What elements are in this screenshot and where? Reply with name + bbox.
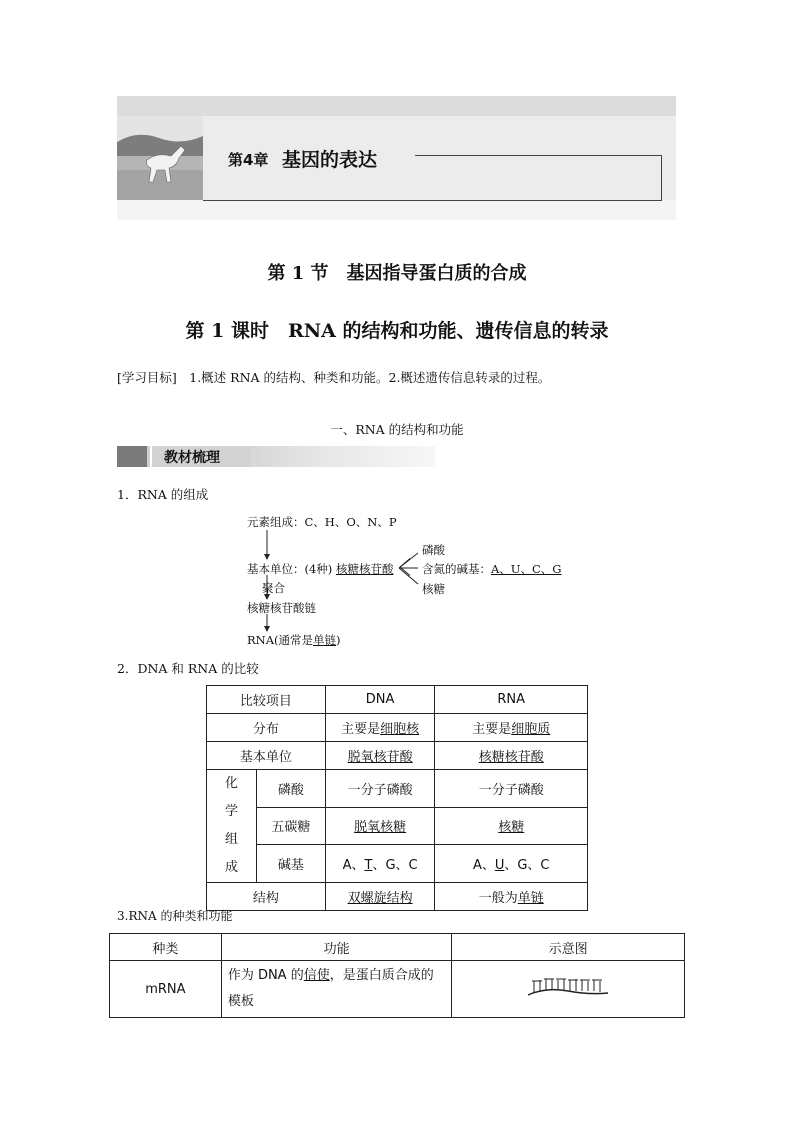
- cell-answer: 核糖: [498, 820, 525, 836]
- rna-line: [247, 632, 341, 648]
- banner-top-stripe: [117, 96, 676, 116]
- part-heading: 一、RNA 的结构和功能: [330, 422, 464, 437]
- table-cell: [325, 883, 435, 911]
- row-label: 磷酸: [256, 770, 325, 808]
- basic-unit-prefix: 基本单位：(4种): [247, 562, 333, 576]
- table-cell: [325, 742, 435, 770]
- chapter-rule-bottom: [203, 200, 661, 201]
- rna-suffix: ): [336, 633, 341, 647]
- base-answer: A、U、C、G: [491, 562, 562, 576]
- dna-rna-comparison-table: [206, 685, 588, 911]
- cell-text: 、G、C: [504, 858, 550, 874]
- cell-text: A、: [342, 858, 365, 874]
- row-label: 碱基: [256, 845, 325, 883]
- table-row: [207, 845, 588, 883]
- table-cell: [435, 807, 588, 845]
- basic-unit-line: [247, 561, 393, 577]
- cell-text: A、: [472, 858, 495, 874]
- table-row: [207, 714, 588, 742]
- table-cell: [435, 742, 588, 770]
- rna-types-table: [109, 933, 685, 1018]
- banner-bottom-stripe: [117, 200, 676, 220]
- table-cell: [325, 807, 435, 845]
- row-label: 结构: [207, 883, 326, 911]
- table-cell: [435, 845, 588, 883]
- phosphate-label: 磷酸: [422, 543, 445, 557]
- row-label: 基本单位: [207, 742, 326, 770]
- horse-photo: [117, 116, 203, 200]
- lesson-title: 第 1 课时 RNA 的结构和功能、遗传信息的转录: [185, 320, 609, 342]
- ribose-label: 核糖: [422, 582, 445, 596]
- element-composition: 元素组成：C、H、O、N、P: [247, 515, 397, 529]
- function-suffix: ，是蛋白质合成的模板: [227, 968, 434, 1009]
- table-cell: 一分子磷酸: [325, 770, 435, 808]
- chapter-rule: [415, 155, 661, 156]
- cell-prefix: 主要是: [341, 722, 381, 737]
- mrna-diagram: [526, 975, 610, 999]
- table-cell: [435, 714, 588, 742]
- rna-type-cell: mRNA: [110, 961, 222, 1018]
- table-row: [207, 883, 588, 911]
- row-label: 分布: [207, 714, 326, 742]
- table-cell: [325, 845, 435, 883]
- section-title: 第 1 节 基因指导蛋白质的合成: [267, 263, 527, 284]
- rna-strand-answer: 单链: [313, 633, 337, 647]
- learning-objectives: [学习目标] 1.概述 RNA 的结构、种类和功能。2.概述遗传信息转录的过程。: [117, 370, 551, 385]
- rna-function-cell: [221, 961, 452, 1018]
- cell-answer: 双螺旋结构: [347, 891, 413, 906]
- rna-diagram-cell: [452, 961, 685, 1018]
- header-cell: 示意图: [452, 934, 685, 961]
- base-prefix: 含氮的碱基：: [422, 562, 491, 576]
- table-row: [207, 807, 588, 845]
- table-cell: [325, 714, 435, 742]
- cell-text: 、G、C: [372, 858, 418, 874]
- cell-answer: 核糖核苷酸: [478, 750, 544, 765]
- table-row: [207, 686, 588, 714]
- cell-answer: 细胞质: [511, 722, 551, 737]
- cell-answer: U: [494, 858, 505, 874]
- header-cell: 种类: [110, 934, 222, 961]
- unit-branch-arrows: [398, 550, 422, 590]
- rna-prefix: RNA(通常是: [247, 633, 314, 647]
- cell-prefix: 一般为: [478, 891, 518, 906]
- table-cell: 一分子磷酸: [435, 770, 588, 808]
- table-row: [207, 770, 588, 808]
- header-cell: RNA: [435, 686, 588, 714]
- cell-answer: 单链: [517, 891, 544, 906]
- table-row: [110, 934, 685, 961]
- item2-heading: 2．DNA 和 RNA 的比较: [117, 661, 259, 676]
- base-line: [422, 561, 561, 577]
- row-label: 五碳糖: [256, 807, 325, 845]
- basic-unit-answer: 核糖核苷酸: [335, 562, 394, 576]
- nucleotide-chain: 核糖核苷酸链: [247, 601, 316, 615]
- cell-answer: T: [364, 858, 373, 874]
- function-prefix: 作为 DNA 的: [227, 968, 304, 983]
- header-cell: 比较项目: [207, 686, 326, 714]
- table-cell: [435, 883, 588, 911]
- chapter-title: 基因的表达: [282, 149, 378, 171]
- cell-answer: 脱氧核苷酸: [347, 750, 413, 765]
- chapter-label: 第4章: [228, 151, 269, 169]
- cell-answer: 细胞核: [380, 722, 420, 737]
- item3-heading: 3.RNA 的种类和功能: [117, 909, 233, 923]
- function-answer: 信使: [303, 968, 330, 983]
- chem-composition-label: 化学组成: [207, 770, 257, 883]
- table-row: [110, 961, 685, 1018]
- header-cell: DNA: [325, 686, 435, 714]
- item1-heading: 1．RNA 的组成: [117, 487, 209, 502]
- header-cell: 功能: [221, 934, 452, 961]
- polymerize-label: 聚合: [262, 581, 285, 595]
- table-row: [207, 742, 588, 770]
- cell-prefix: 主要是: [472, 722, 512, 737]
- cell-answer: 脱氧核糖: [354, 820, 407, 836]
- textbook-review-label: 教材梳理: [164, 450, 220, 466]
- chapter-rule-vertical: [661, 155, 662, 201]
